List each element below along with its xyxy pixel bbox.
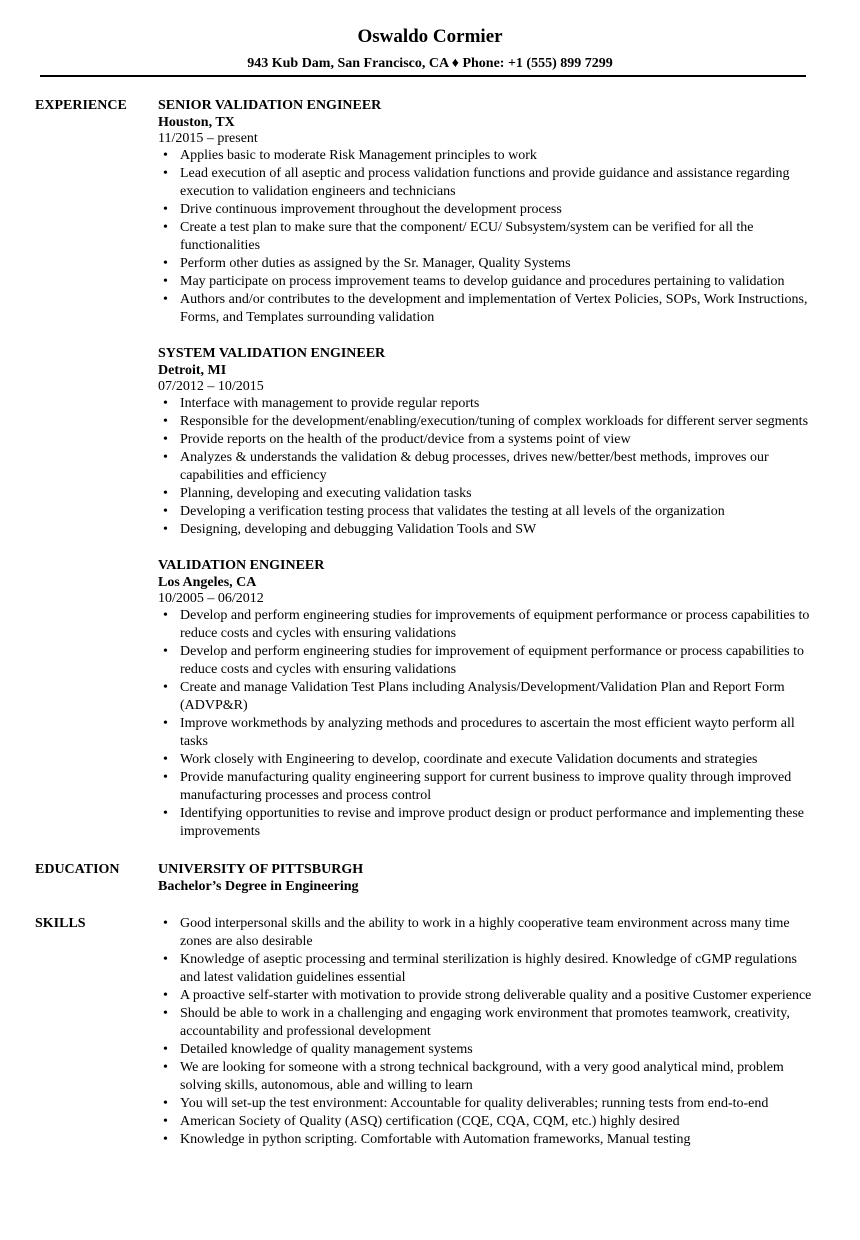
bullet-item: • May participate on process improvement teams to develop guidance and procedures pertaining to validation — [180, 273, 812, 291]
bullet-item: • Analyzes & understands the validation & debug processes, drives new/better/best methods, improves our capabilities and efficiency — [180, 449, 812, 485]
education-label: EDUCATION — [35, 862, 120, 877]
bullet-item: • Create and manage Validation Test Plans including Analysis/Development/Validation Plan and Report Form (ADVP&R) — [180, 679, 812, 715]
skills-label: SKILLS — [35, 916, 86, 931]
bullet-item: • We are looking for someone with a strong technical background, with a very good analytical mind, problem solving skills, autonomous, able and willing to learn — [180, 1059, 812, 1095]
bullet-item: • Responsible for the development/enabling/execution/tuning of complex workloads for different server segments — [180, 413, 812, 431]
job-dates: 11/2015 – present — [158, 131, 258, 146]
skills-section — [35, 915, 812, 1149]
bullet-item: • Develop and perform engineering studies for improvement of equipment performance or process capabilities to reduce costs and cycles with ensuring validations — [180, 643, 812, 679]
job-entry — [158, 97, 812, 327]
job-dates: 07/2012 – 10/2015 — [158, 379, 264, 394]
bullet-item: • Work closely with Engineering to develop, coordinate and execute Validation documents and strategies — [180, 751, 812, 769]
bullet-item: • Authors and/or contributes to the development and implementation of Vertex Policies, SOPs, Work Instructions, Forms, and Templates surrounding validation — [180, 291, 812, 327]
experience-label: EXPERIENCE — [35, 98, 127, 113]
bullet-item: • Applies basic to moderate Risk Management principles to work — [180, 147, 812, 165]
degree-name: Bachelor’s Degree in Engineering — [158, 879, 359, 894]
bullet-item: • Improve workmethods by analyzing methods and procedures to ascertain the most efficient wayto perform all tasks — [180, 715, 812, 751]
job-bullets — [158, 607, 812, 841]
bullet-item: • Lead execution of all aseptic and process validation functions and provide guidance and assistance regarding execution to validation engineers and technicians — [180, 165, 812, 201]
bullet-item: • A proactive self-starter with motivation to provide strong deliverable quality and a positive Customer experience — [180, 987, 812, 1005]
bullet-item: • Develop and perform engineering studies for improvements of equipment performance or process capabilities to reduce costs and cycles with ensuring validations — [180, 607, 812, 643]
bullet-item: • Provide reports on the health of the product/device from a systems point of view — [180, 431, 812, 449]
job-bullets — [158, 395, 812, 539]
job-location: Los Angeles, CA — [158, 575, 257, 590]
skills-bullets — [158, 915, 812, 1149]
bullet-item: • American Society of Quality (ASQ) certification (CQE, CQA, CQM, etc.) highly desired — [180, 1113, 812, 1131]
bullet-item: • Should be able to work in a challenging and engaging work environment that promotes teamwork, creativity, accountability and professional development — [180, 1005, 812, 1041]
job-bullets — [158, 147, 812, 327]
education-section — [35, 861, 812, 895]
job-entry — [158, 557, 812, 841]
bullet-item: • Designing, developing and debugging Validation Tools and SW — [180, 521, 812, 539]
bullet-item: • Create a test plan to make sure that the component/ ECU/ Subsystem/system can be verified for all the functionalities — [180, 219, 812, 255]
bullet-item: • Developing a verification testing process that validates the testing at all levels of the organization — [180, 503, 812, 521]
candidate-name: Oswaldo Cormier — [357, 26, 503, 47]
experience-section — [35, 97, 812, 841]
bullet-item: • Drive continuous improvement throughout the development process — [180, 201, 812, 219]
job-location: Detroit, MI — [158, 363, 227, 378]
bullet-item: • Detailed knowledge of quality management systems — [180, 1041, 812, 1059]
job-location: Houston, TX — [158, 115, 235, 130]
bullet-item: • Identifying opportunities to revise and improve product design or product performance and implementing these improvements — [180, 805, 812, 841]
job-dates: 10/2005 – 06/2012 — [158, 591, 264, 606]
bullet-item: • Interface with management to provide regular reports — [180, 395, 812, 413]
job-title: SENIOR VALIDATION ENGINEER — [158, 98, 382, 113]
bullet-item: • Provide manufacturing quality engineering support for current business to improve quality through improved manufacturing processes and process control — [180, 769, 812, 805]
bullet-item: • Planning, developing and executing validation tasks — [180, 485, 812, 503]
bullet-item: • You will set-up the test environment: Accountable for quality deliverables; running tests from end-to-end — [180, 1095, 812, 1113]
job-title: SYSTEM VALIDATION ENGINEER — [158, 346, 386, 361]
job-entry — [158, 345, 812, 539]
bullet-item: • Knowledge in python scripting. Comfortable with Automation frameworks, Manual testing — [180, 1131, 812, 1149]
bullet-item: • Perform other duties as assigned by the Sr. Manager, Quality Systems — [180, 255, 812, 273]
bullet-item: • Good interpersonal skills and the ability to work in a highly cooperative team environment across many time zones are also desirable — [180, 915, 812, 951]
resume-header — [0, 0, 860, 73]
header-divider — [40, 75, 806, 77]
bullet-item: • Knowledge of aseptic processing and terminal sterilization is highly desired. Knowledge of cGMP regulations and latest validation guidelines essential — [180, 951, 812, 987]
job-title: VALIDATION ENGINEER — [158, 558, 325, 573]
contact-line: 943 Kub Dam, San Francisco, CA ♦ Phone: +1 (555) 899 7299 — [247, 56, 613, 71]
school-name: UNIVERSITY OF PITTSBURGH — [158, 862, 364, 877]
